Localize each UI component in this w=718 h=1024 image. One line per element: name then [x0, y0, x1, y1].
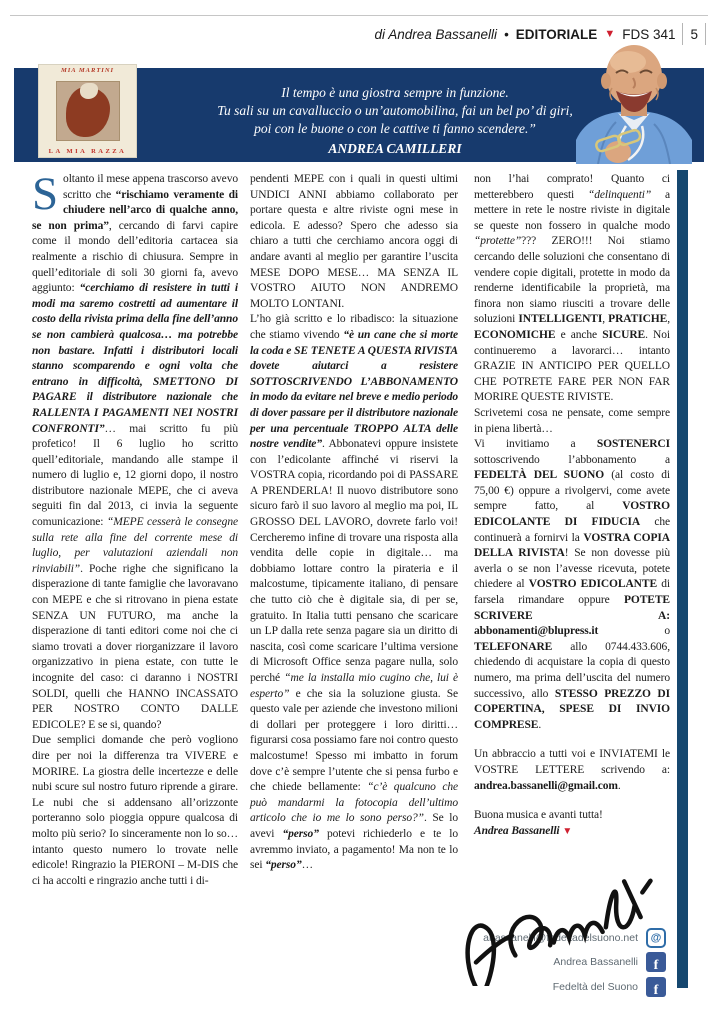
text-run: , — [602, 313, 609, 326]
text-run: “MEPE cesserà le consegne sulla rete alla fine del corrente mese di luglio, per valutazioni aziendali non rinviabili” — [32, 516, 238, 575]
quote-line: Il tempo è una giostra sempre in funzione. — [281, 85, 509, 100]
text-run: INTELLIGENTI — [518, 313, 603, 326]
text-run: . Abbonatevi oppure insistete con l’edicolante affinché vi riservi la VOSTRA copia, ricordando poi di PASSARE A PRENDERLA! Il nuovo distributore sono sicuro farò il suo lavoro al meglio ma poi, IL GROSSO DEL LAVORO, dovrete farlo voi! Cercheremo infine di trovare una risposta alla vendita delle copie in digitale… ma dobbiamo lottare contro la pirateria e il malcostume, tipicamente italiano, di pensare che tutto ciò che è digitale sia, di per se, gratuito. In Italia tutti pensano che scaricare un LP dalla rete senza pagare sia un diritto di nascita, così come scaricare l’ultima versione di Microsoft Office senza pagare nulla, solo perché — [250, 438, 458, 684]
camilleri-quote — [160, 84, 630, 158]
text-run: VOSTRA COPIA DELLA RIVISTA — [474, 531, 670, 560]
text-run: “rischiamo veramente di chiudere nell’arco di qualche anno, se non prima” — [32, 188, 238, 232]
header-byline: di Andrea Bassanelli — [374, 26, 498, 42]
text-run: VOSTRO EDICOLANTE DI FIDUCIA — [474, 500, 670, 529]
quote-line: Tu sali su un cavalluccio o un’automobilina, fai un bel po’ di giri, — [217, 103, 573, 118]
text-run: non l’hai comprato! Quanto ci metterebbero questi — [474, 173, 670, 201]
text-run: o — [598, 625, 670, 638]
text-run: “cerchiamo di resistere in tutti i modi ma saremo costretti ad aumentare il costo della rivista prima della fine dell’anno se non cambierà qualcosa… ma potrebbe non bastare. Infatti i distributori locali stanno scomparendo e ogni volta che entrano in difficoltà, SMETTONO DI PAGARE il distributore nazionale che RALLENTA I PAGAMENTI NEI NOSTRI CONFRONTI” — [32, 282, 238, 435]
facebook-icon[interactable]: f — [646, 952, 666, 972]
text-run: Vi invitiamo a — [474, 438, 597, 451]
text-run: andrea.bassanelli@gmail.com — [474, 779, 618, 792]
page-edge-bar — [677, 170, 688, 988]
text-run: “me la installa mio cugino che, lui è esperto” — [250, 672, 458, 700]
red-triangle-icon: ▼ — [604, 28, 616, 40]
album-cover-la-mia-razza — [38, 64, 137, 158]
quote-author: ANDREA CAMILLERI — [328, 141, 462, 156]
album-art-highlight — [80, 83, 98, 99]
text-run: ! Se non dovesse più averla o se non l’avesse ricevuta, potete chiedere al — [474, 547, 671, 591]
text-run: FEDELTÀ DEL SUONO — [474, 469, 605, 482]
text-run: STESSO PREZZO DI COPERTINA, SPESE DI INVIO COMPRESE — [474, 687, 670, 731]
page-number: 5 — [690, 26, 698, 42]
text-run: “c’è qualcuno che può mandarmi la fotocopia dell’ultimo articolo che io me lo sono perso?” — [250, 781, 459, 825]
text-run: (al costo di 75,00 €) oppure a rivolgervi, come avete sempre fatto, al — [474, 469, 670, 513]
text-run: SICURE — [602, 328, 646, 341]
text-run: Due semplici domande che però vogliono dire per noi la differenza tra VIVERE e MORIRE. La giostra delle incertezze e delle nubi scure sul nostro futuro riprende a girare. Le nubi che si addensano all’orizzonte porteranno solo pioggia oppure qualcosa di molto più serio? Io sinceramente non lo so… intanto questo numero lo trovate nelle edicole! Ringrazio la PIERONI – M-DIS che ci ha accolti e ringrazio anche tutti i di- — [32, 734, 238, 887]
header-bullet: • — [504, 26, 509, 42]
text-run: Scrivetemi cosa ne pensate, come sempre in piena libertà… — [474, 406, 670, 435]
text-run: “è un cane che si morte la coda e SE TENETE A QUESTA RIVISTA dovete aiutarci a resistere SOTTOSCRIVENDO L’ABBONAMENTO in modo da evitare nel breve e medio periodo di dover passare per il distributore nazionale per una percentuale TROPPO ALTA delle nostre vendite” — [250, 328, 458, 451]
text-run: Un abbraccio a tutti voi e INVIATEMI le VOSTRE LETTERE scrivendo a: — [474, 748, 670, 776]
text-run: . — [538, 718, 542, 731]
author-photo — [568, 38, 700, 164]
text-run: , — [667, 313, 670, 326]
text-run: “perso” — [265, 859, 302, 872]
editorial-column-3 — [474, 172, 670, 839]
text-run: “perso” — [282, 827, 319, 840]
text-run: . Noi continueremo a lavorarci… intanto GRAZIE IN ANTICIPO PER QUELLO CHE POTRETE FARE PER NON FAR MORIRE QUESTE RIVISTE. — [474, 328, 670, 404]
text-run: ??? ZERO!!! Noi stiamo cercando delle soluzioni che consentano di vendere copie digitali, protette in modo da renderne identificabile la proprietà, ma finora non siamo riusciti a trovare delle soluzioni — [474, 235, 670, 326]
text-run: … mai scritto fu più profetico! Il 6 luglio ho scritto quell’editoriale, mandando alle stampe il numero di luglio e, 12 giorni dopo, il nostro distributore nazionale MEPE, che ci aveva seguiti fin dal 2013, ci invia la seguente comunicazione: — [32, 422, 238, 529]
text-run: ECONOMICHE — [474, 328, 556, 341]
text-run: ▼ — [562, 825, 573, 837]
text-run: “delinquenti” — [587, 188, 652, 201]
contact-facebook-magazine-label[interactable]: Fedeltà del Suono — [552, 981, 638, 993]
contact-email-label[interactable]: abassanelli@fedeltadelsuono.net — [483, 932, 638, 944]
editorial-column-2 — [250, 172, 458, 874]
text-run: L’ho già scritto e lo ribadisco: la situazione che stiamo vivendo — [250, 313, 458, 341]
text-run: “protette” — [474, 235, 522, 248]
text-run: PRATICHE — [608, 313, 668, 326]
text-run: . — [617, 779, 621, 792]
text-run: e anche — [555, 328, 603, 341]
text-run: Andrea Bassanelli — [474, 824, 563, 837]
header-section-label: EDITORIALE — [515, 26, 598, 42]
header-divider — [705, 23, 706, 45]
text-run: sottoscrivendo l’abbonamento a — [474, 453, 670, 466]
contact-facebook-author-label[interactable]: Andrea Bassanelli — [553, 956, 638, 968]
text-run: che continuerà a fornirvi la — [474, 516, 671, 544]
text-run: TELEFONARE — [474, 640, 553, 653]
text-run: VOSTRO EDICOLANTE — [528, 578, 658, 591]
text-run: SOSTENERCI — [596, 438, 670, 451]
text-run: . Se lo avevi — [250, 812, 458, 840]
header-issue: FDS 341 — [622, 26, 676, 42]
text-run: allo 0744.433.606, chiedendo di acquistare la copia di questo numero, ma prima dell’uscita del numero successivo, allo — [474, 640, 670, 700]
text-run: Buona musica e avanti tutta! — [474, 809, 603, 822]
text-run: di farsela rimandare oppure — [474, 578, 670, 607]
text-run: … — [301, 859, 314, 872]
text-run: potevi richiederlo e te lo avremmo inviato, a pagamento! Ma non te lo sei — [250, 827, 458, 872]
text-run: S — [32, 168, 59, 220]
quote-line: poi con le buone o con le cattive ti fanno scendere.” — [254, 121, 536, 136]
author-photo-illustration — [568, 38, 700, 164]
text-run: a mettere in rete le nostre riviste in digitale se queste non fossero in qualche modo — [474, 188, 670, 232]
editorial-column-1 — [32, 168, 238, 889]
text-run: pendenti MEPE con i quali in questi ultimi UNDICI ANNI abbiamo collaborato per portare questa e altre riviste ogni mese in edicola. E adesso? Spero che adesso sia chiaro a tutti che cerchiamo ancora oggi di andare avanti al meglio per garantire l’uscita MESE DOPO MESE… MA SENZA IL VOSTRO AIUTO NON ANDREMO MOLTO LONTANI. — [250, 173, 458, 310]
text-run: POTETE SCRIVERE A: abbonamenti@blupress.it — [474, 594, 670, 638]
album-title: LA MIA RAZZA — [48, 148, 127, 155]
facebook-icon[interactable]: f — [646, 977, 666, 997]
signature — [448, 856, 663, 991]
at-icon[interactable]: @ — [646, 928, 666, 948]
album-artwork — [56, 81, 120, 141]
header-rule — [10, 15, 708, 16]
album-artist: MIA MARTINI — [60, 67, 115, 74]
text-run: oltanto il mese appena trascorso avevo scritto che — [63, 173, 238, 201]
text-run: e che sia la soluzione giusta. Se questo vale per aziende che investono milioni di dollari per proteggere i loro diritti… figurarsi cosa possiamo fare noi contro questo malcostume! Spesso mi imbatto in forum dove c’è sempre l’utente che si pensa furbo e che chiede bellamente: — [250, 687, 458, 794]
signature-strokes — [448, 856, 663, 986]
text-run: . Poche righe che significano la disperazione di tante famiglie che lavoravano con MEPE e che si ritrovano in piena estate SENZA UN FUTURO, ma anche la disperazione di tanti editori come noi che ci siamo trovati a dover riorganizzare il lavoro organizzativo in piena estate, con tutte le incognite del caso: ci daranno i NOSTRI SOLDI, quelli che HANNO INCASSATO PER NOSTRO CONTO DALLE EDICOLE? E se si, quando? — [32, 562, 238, 731]
text-run: , cercando di farvi capire come il mondo dell’editoria cartacea sia realmente a rischio di chiusura. Sempre in quell’editoriale di soli 30 giorni fa, avevo aggiunto: — [32, 219, 238, 295]
